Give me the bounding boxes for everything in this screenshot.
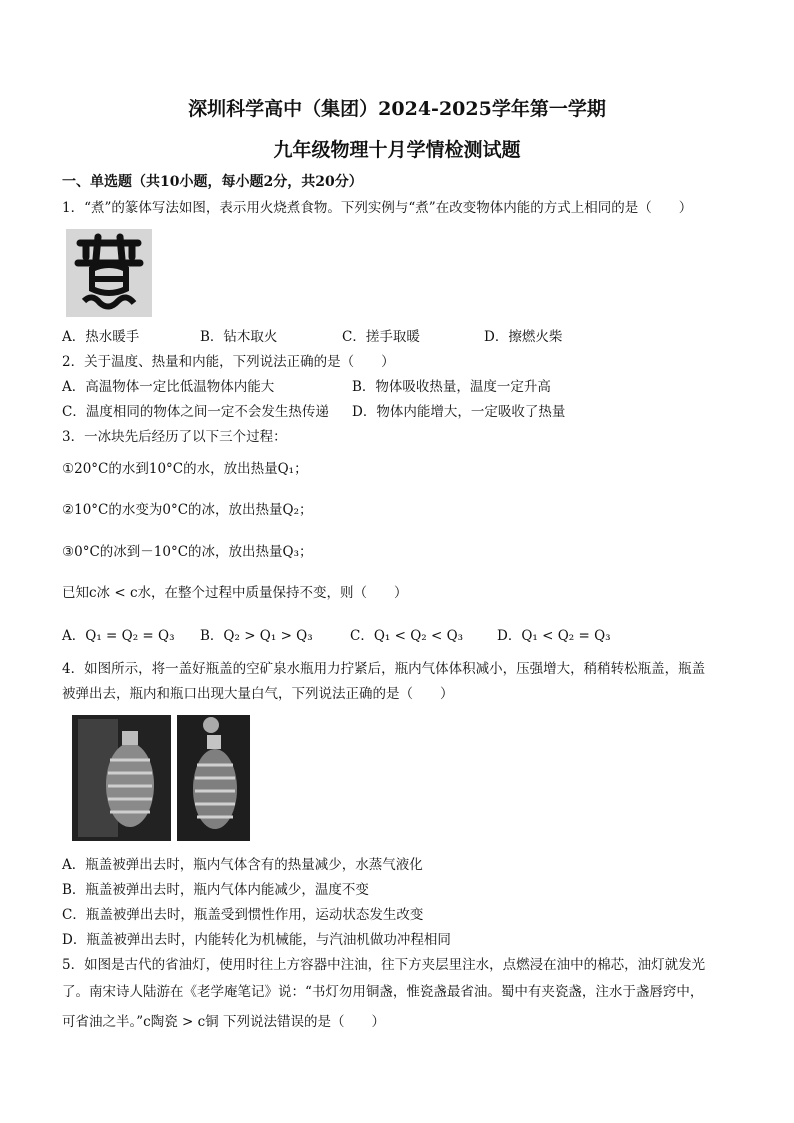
- question-3-option-c: C．Q₁ < Q₂ < Q₃: [350, 628, 464, 644]
- question-3-option-a: A．Q₁ = Q₂ = Q₃: [62, 628, 175, 644]
- question-2-option-c: C．温度相同的物体之间一定不会发生热传递: [62, 404, 329, 420]
- question-5-stem-line1: 5．如图是古代的省油灯，使用时往上方容器中注油，往下方夹层里注水，点燃浸在油中的棉芯，油灯就发光: [62, 957, 706, 973]
- question-3-option-d: D．Q₁ < Q₂ = Q₃: [497, 628, 611, 644]
- question-3-process-3: ③0°C的冰到－10°C的冰，放出热量Q₃；: [62, 544, 313, 560]
- seal-script-character-image: [66, 229, 152, 317]
- question-3-process-2: ②10°C的水变为0°C的冰，放出热量Q₂；: [62, 502, 313, 518]
- question-3-process-1: ①20°C的水到10°C的水，放出热量Q₁；: [62, 461, 308, 477]
- question-4-stem-line1: 4．如图所示，将一盖好瓶盖的空矿泉水瓶用力拧紧后，瓶内气体体积减小，压强增大，稍稍转松瓶盖，瓶盖: [62, 661, 706, 677]
- question-4-option-c: C．瓶盖被弹出去时，瓶盖受到惯性作用，运动状态发生改变: [62, 907, 424, 923]
- section-heading: 一、单选题（共10小题，每小题2分，共20分）: [62, 174, 363, 190]
- question-5-stem-line3: 可省油之半。”c陶瓷 > c铜 下列说法错误的是（ ）: [62, 1014, 385, 1030]
- question-2-stem: 2．关于温度、热量和内能，下列说法正确的是（ ）: [62, 354, 395, 370]
- question-4-stem-line2: 被弹出去，瓶内和瓶口出现大量白气，下列说法正确的是（ ）: [62, 686, 454, 702]
- question-4-option-b: B．瓶盖被弹出去时，瓶内气体内能减少，温度不变: [62, 882, 369, 898]
- question-3-stem: 3．一冰块先后经历了以下三个过程：: [62, 429, 287, 445]
- question-3-known-condition: 已知c冰 < c水，在整个过程中质量保持不变，则（ ）: [62, 585, 408, 601]
- question-1-option-d: D．擦燃火柴: [484, 329, 563, 345]
- exam-title-line1: 深圳科学高中（集团）2024-2025学年第一学期: [188, 98, 606, 120]
- question-2-option-b: B．物体吸收热量，温度一定升高: [352, 379, 551, 395]
- question-1-option-a: A．热水暖手: [62, 329, 140, 345]
- question-3-option-b: B．Q₂ > Q₁ > Q₃: [200, 628, 313, 644]
- question-4-option-a: A．瓶盖被弹出去时，瓶内气体含有的热量减少，水蒸气液化: [62, 857, 423, 873]
- question-2-option-d: D．物体内能增大，一定吸收了热量: [352, 404, 566, 420]
- question-2-option-a: A．高温物体一定比低温物体内能大: [62, 379, 275, 395]
- question-4-option-d: D．瓶盖被弹出去时，内能转化为机械能，与汽油机做功冲程相同: [62, 932, 451, 948]
- bottle-photo-right: [177, 715, 250, 841]
- question-5-stem-line2: 了。南宋诗人陆游在《老学庵笔记》说：“书灯勿用铜盏，惟瓷盏最省油。蜀中有夹瓷盏，注水于盏唇窍中，: [62, 984, 704, 1000]
- exam-title-line2: 九年级物理十月学情检测试题: [273, 139, 521, 161]
- bottle-photo-left: [72, 715, 171, 841]
- question-1-option-b: B．钻木取火: [200, 329, 278, 345]
- question-1-option-c: C．搓手取暖: [342, 329, 420, 345]
- question-1-stem: 1．“煮”的篆体写法如图，表示用火烧煮食物。下列实例与“煮”在改变物体内能的方式上相同的是（ ）: [62, 200, 693, 216]
